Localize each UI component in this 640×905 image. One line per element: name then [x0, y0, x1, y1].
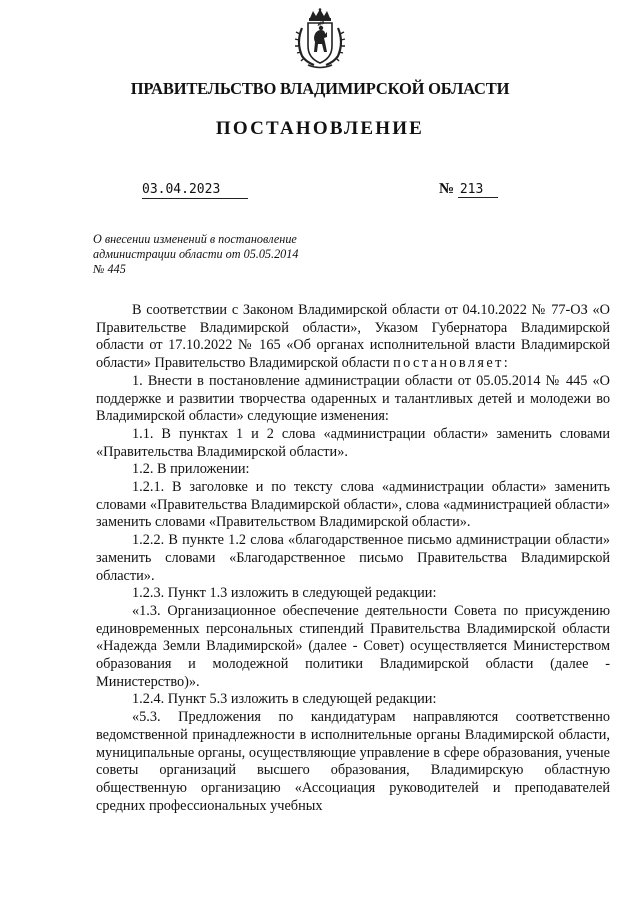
subject-line: администрации области от 05.05.2014	[93, 247, 299, 261]
clause-1-2-4: 1.2.4. Пункт 5.3 изложить в следующей редакции:	[132, 691, 437, 708]
document-number	[439, 181, 498, 198]
resolves-word: постановляет:	[393, 355, 511, 372]
government-name: ПРАВИТЕЛЬСТВО ВЛАДИМИРСКОЙ ОБЛАСТИ	[130, 79, 510, 98]
document-body	[96, 302, 610, 815]
clause-1-2-3: 1.2.3. Пункт 1.3 изложить в следующей редакции:	[132, 585, 437, 602]
coat-of-arms-icon	[294, 8, 346, 70]
number-value: 213	[458, 182, 498, 198]
subject-line: № 445	[93, 262, 126, 276]
clause-1-2-2: 1.2.2. В пункте 1.2 слова «благодарственное письмо администрации области» заменить словами «Благодарственное письмо Правительства Владимирской области».	[96, 532, 610, 584]
clause-1-2-1: 1.2.1. В заголовке и по тексту слова «администрации области» заменить словами «Правительства Владимирской области», слова «администрацией области» заменить словами «Правительством Владимирской области».	[96, 479, 610, 531]
subject-line: О внесении изменений в постановление	[93, 232, 297, 246]
document-type-title: ПОСТАНОВЛЕНИЕ	[215, 118, 425, 139]
document-date: 03.04.2023	[142, 182, 248, 199]
quoted-clause-1-3: «1.3. Организационное обеспечение деятельности Совета по присуждению единовременных персональных стипендий Правительства Владимирской области «Надежда Земли Владимирской» (далее - Совет) осуществляется Министерством образования и молодежной политики Владимирской области (далее - Министерство)».	[96, 602, 610, 690]
clause-1-2: 1.2. В приложении:	[132, 461, 250, 478]
clause-1-1: 1.1. В пунктах 1 и 2 слова «администрации области» заменить словами «Правительства Владимирской области».	[96, 425, 610, 460]
number-sign: №	[439, 181, 455, 197]
clause-1: 1. Внести в постановление администрации области от 05.05.2014 № 445 «О поддержке и развитии творчества одаренных и талантливых детей и молодежи во Владимирской области» следующие изменения:	[96, 372, 610, 425]
preamble-text: В соответствии с Законом Владимирской области от 04.10.2022 № 77-ОЗ «О Правительстве Владимирской области», Указом Губернатора Владимирской области от 17.10.2022 № 165 «Об органах исполнительной власти Владимирской области» Правительство Владимирской области	[96, 302, 610, 372]
quoted-clause-5-3: «5.3. Предложения по кандидатурам направляются соответственно ведомственной принадлежности в исполнительные органы Владимирской области, муниципальные органы, осуществляющие управление в сфере образования, ученые советы организаций высшего образования, Владимирскую областную общественную организацию «Ассоциация руководителей и преподавателей средних профессиональных учебных	[96, 709, 610, 814]
document-subject	[93, 232, 333, 277]
preamble-paragraph	[96, 302, 610, 373]
